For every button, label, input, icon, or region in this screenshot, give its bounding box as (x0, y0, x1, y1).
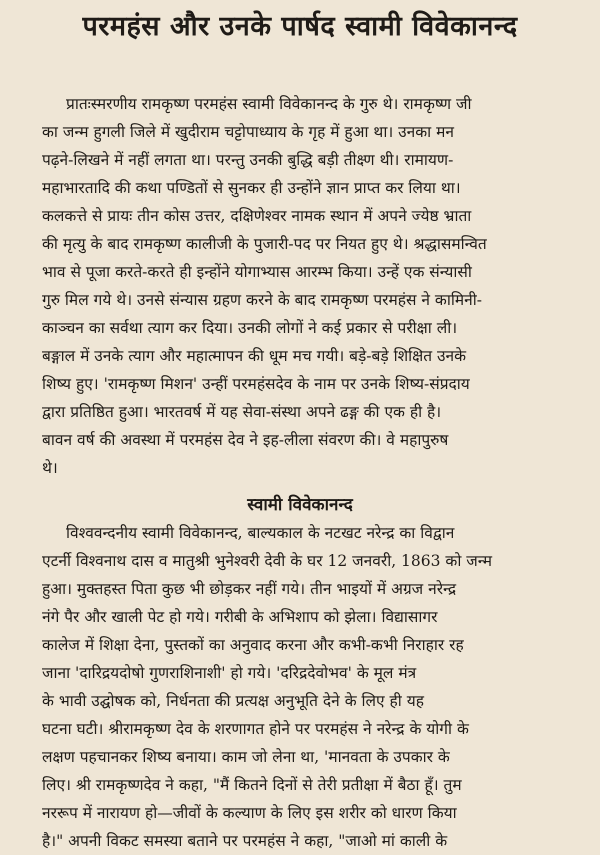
text-line: द्वारा प्रतिष्ठित हुआ। भारतवर्ष में यह सेवा-संस्था अपने ढङ्ग की एक ही है। (42, 403, 442, 421)
text-line: की मृत्यु के बाद रामकृष्ण कालीजी के पुजारी-पद पर नियत हुए थे। श्रद्धासमन्वित (42, 235, 487, 253)
text-line: कालेज में शिक्षा देना, पुस्तकों का अनुवाद करना और कभी-कभी निराहार रह (42, 636, 464, 654)
text-line: कलकत्ते से प्रायः तीन कोस उत्तर, दक्षिणेश्वर नामक स्थान में अपने ज्येष्ठ भ्राता (42, 207, 472, 225)
text-line: बावन वर्ष की अवस्था में परमहंस देव ने इह-लीला संवरण की। वे महापुरुष (42, 431, 449, 449)
text-line: विश्ववन्दनीय स्वामी विवेकानन्द, बाल्यकाल के नटखट नरेन्द्र का विद्वान (66, 524, 455, 542)
text-line: नररूप में नारायण हो—जीवों के कल्याण के लिए इस शरीर को धारण किया (42, 804, 457, 822)
text-line: बङ्गाल में उनके त्याग और महात्मापन की धूम मच गयी। बड़े-बड़े शिक्षित उनके (42, 347, 467, 365)
text-line: महाभारतादि की कथा पण्डितों से सुनकर ही उन्होंने ज्ञान प्राप्त कर लिया था। (42, 179, 461, 197)
text-line: शिष्य हुए। 'रामकृष्ण मिशन' उन्हीं परमहंसदेव के नाम पर उनके शिष्य-संप्रदाय (42, 375, 470, 393)
text-line: भाव से पूजा करते-करते ही इन्होंने योगाभ्यास आरम्भ किया। उन्हें एक संन्यासी (42, 263, 472, 281)
text-line: लिए। श्री रामकृष्णदेव ने कहा, "मैं कितने दिनों से तेरी प्रतीक्षा में बैठा हूँ। तुम (42, 776, 462, 794)
text-line: एटर्नी विश्वनाथ दास व मातुश्री भुनेश्वरी देवी के घर 12 जनवरी, 1863 को जन्म (42, 552, 492, 570)
text-line: पढ़ने-लिखने में नहीं लगता था। परन्तु उनकी बुद्धि बड़ी तीक्ष्ण थी। रामायण- (42, 151, 454, 169)
text-line: जाना 'दारिद्रयदोषो गुणराशिनाशी' हो गये। 'दरिद्रदेवोभव' के मूल मंत्र (42, 664, 417, 682)
text-line: का जन्म हुगली जिले में खुदीराम चट्टोपाध्याय के गृह में हुआ था। उनका मन (42, 123, 454, 141)
text-line: के भावी उद्घोषक को, निर्धनता की प्रत्यक्ष अनुभूति देने के लिए ही यह (42, 692, 424, 710)
text-line: नंगे पैर और खाली पेट हो गये। गरीबी के अभिशाप को झेला। विद्यासागर (42, 608, 438, 626)
paragraph-ramakrishna (42, 90, 580, 482)
text-line: काञ्चन का सर्वथा त्याग कर दिया। उनकी लोगों ने कई प्रकार से परीक्षा ली। (42, 319, 458, 337)
text-line: थे। (42, 459, 58, 477)
page-title: परमहंस और उनके पार्षद स्वामी विवेकानन्द (82, 11, 518, 42)
text-line: गुरु मिल गये थे। उनसे संन्यास ग्रहण करने के बाद रामकृष्ण परमहंस ने कामिनी- (42, 291, 482, 309)
paragraph-vivekananda (42, 519, 580, 855)
text-line: है।" अपनी विकट समस्या बताने पर परमहंस ने कहा, "जाओ मां काली के (42, 832, 448, 850)
text-line: हुआ। मुक्तहस्त पिता कुछ भी छोड़कर नहीं गये। तीन भाइयों में अग्रज नरेन्द्र (42, 580, 457, 598)
text-line: घटना घटी। श्रीरामकृष्ण देव के शरणागत होने पर परमहंस ने नरेन्द्र के योगी के (42, 720, 469, 738)
text-line: लक्षण पहचानकर शिष्य बनाया। काम जो लेना था, 'मानवता के उपकार के (42, 748, 450, 766)
text-line: प्रातःस्मरणीय रामकृष्ण परमहंस स्वामी विवेकानन्द के गुरु थे। रामकृष्ण जी (66, 95, 472, 113)
section-heading: स्वामी विवेकानन्द (247, 495, 353, 515)
